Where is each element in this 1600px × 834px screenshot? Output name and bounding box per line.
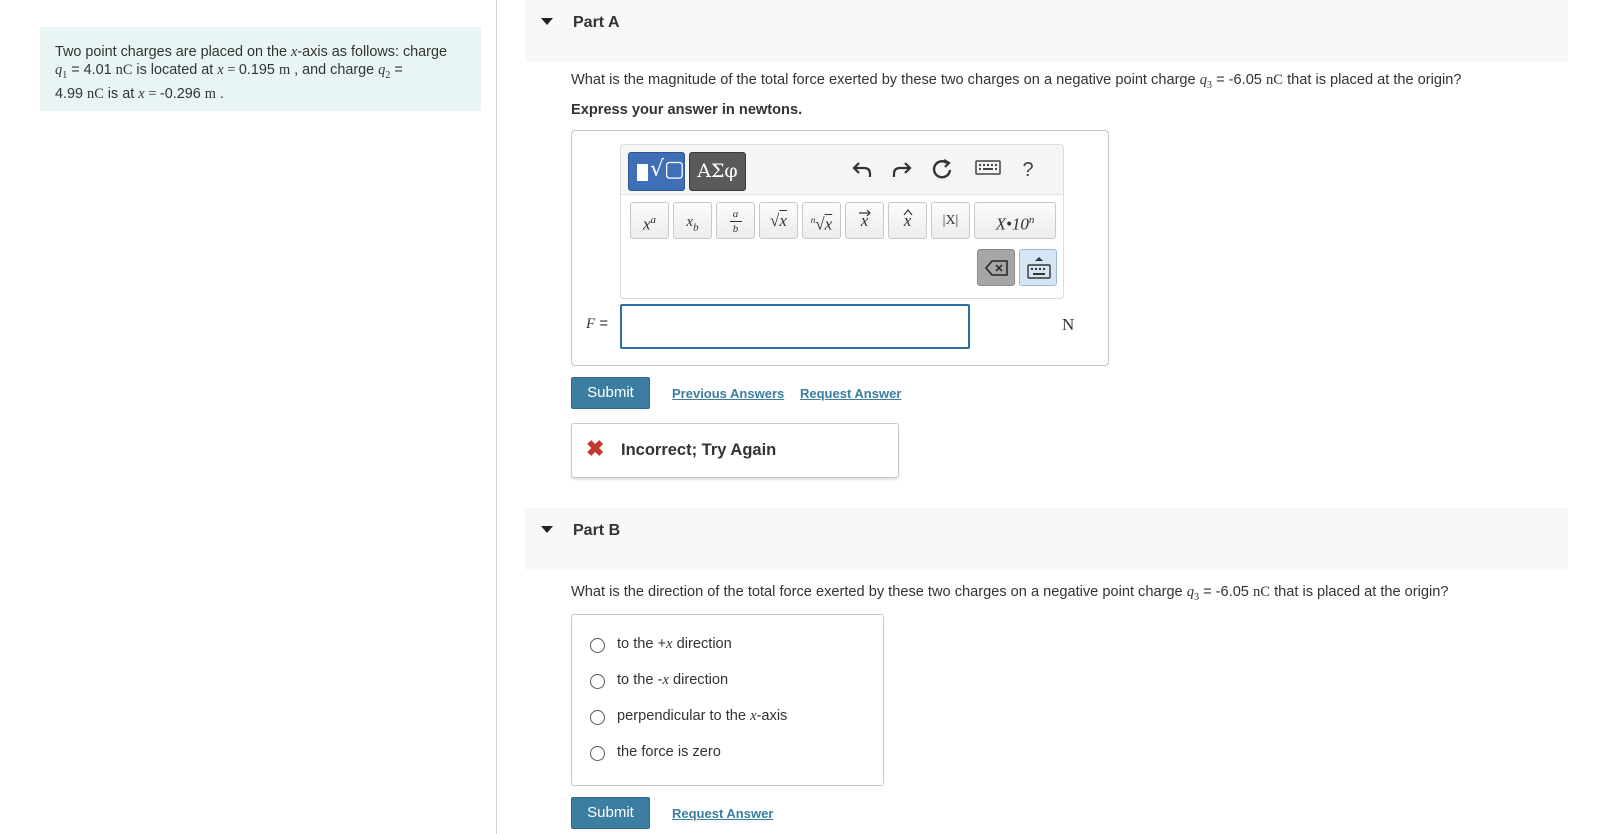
keyboard-icon[interactable]: [973, 158, 1003, 182]
part-b-question: [571, 584, 1449, 603]
problem-text: , and charge: [290, 62, 379, 78]
answer-instruction: Express your answer in newtons.: [571, 102, 803, 118]
choice-text: the force is zero: [617, 744, 721, 760]
reset-icon[interactable]: [929, 158, 955, 182]
symbol-glyph: x: [779, 211, 787, 230]
choice-text: -axis: [756, 708, 788, 724]
feedback-box: [571, 423, 899, 478]
equals-sign: =: [223, 62, 239, 78]
equals-sign: =: [144, 85, 160, 102]
q3-value: = -6.05: [1199, 584, 1253, 600]
help-icon[interactable]: ?: [1022, 159, 1034, 181]
radio-button[interactable]: [590, 638, 605, 653]
sqrt-button[interactable]: [759, 202, 798, 239]
question-text: that is placed at the origin?: [1283, 72, 1462, 88]
q2-value: 4.99: [55, 85, 88, 102]
part-b-submit-button[interactable]: Submit: [571, 797, 650, 829]
vector-arrow-icon: [858, 209, 872, 217]
symbol-glyph: a: [650, 214, 657, 226]
q3-value: = -6.05: [1212, 72, 1266, 88]
choice-variable: x: [662, 672, 669, 688]
backspace-icon: [985, 260, 1009, 276]
superscript-button[interactable]: [630, 202, 669, 239]
direction-choices: [571, 614, 884, 786]
symbol-glyph: x: [686, 214, 694, 230]
answer-equals: =: [595, 315, 609, 332]
answer-input[interactable]: [620, 304, 970, 349]
problem-statement: [40, 27, 481, 111]
x-variable: x: [291, 44, 298, 60]
absolute-value-button[interactable]: |X|: [931, 202, 970, 239]
q1-value: = 4.01: [67, 62, 116, 78]
q3-unit: nC: [1252, 584, 1271, 600]
question-text: that is placed at the origin?: [1270, 584, 1449, 600]
choice-variable: x: [750, 708, 757, 724]
q3-symbol: q: [1199, 72, 1208, 88]
answer-unit: N: [1062, 315, 1075, 334]
problem-text: is at: [103, 85, 139, 102]
symbol-glyph: b: [693, 221, 699, 234]
nth-root-button[interactable]: [802, 202, 841, 239]
x1-value: 0.195: [238, 62, 279, 78]
delete-button[interactable]: [977, 249, 1015, 286]
part-a-title: Part A: [573, 14, 620, 31]
choice-text: to the +: [617, 636, 667, 652]
collapse-triangle-icon[interactable]: [541, 526, 553, 533]
symbol-glyph: x: [824, 214, 833, 234]
part-a-submit-button[interactable]: Submit: [571, 377, 650, 409]
collapse-triangle-icon[interactable]: [541, 18, 553, 25]
choice-label: [617, 672, 728, 689]
symbol-glyph: x: [860, 211, 869, 230]
unit-nc: nC: [87, 85, 104, 102]
choice-label: [617, 636, 732, 653]
x-variable: x: [217, 62, 224, 78]
answer-box: [571, 130, 1109, 366]
redo-icon[interactable]: [889, 158, 915, 182]
vector-button[interactable]: [845, 202, 884, 239]
greek-letters-button[interactable]: ΑΣφ: [689, 152, 746, 191]
symbol-glyph: n: [1028, 214, 1035, 226]
previous-answers-link[interactable]: Previous Answers: [672, 386, 785, 401]
part-b-header[interactable]: [525, 508, 1568, 570]
unit-vector-button[interactable]: [888, 202, 927, 239]
choice-text: direction: [672, 636, 732, 652]
unit-m: m: [278, 62, 291, 78]
fraction-button[interactable]: [716, 202, 755, 239]
subscript-button[interactable]: [673, 202, 712, 239]
q2-symbol: q: [378, 62, 386, 78]
choice-text: perpendicular to the: [617, 708, 751, 724]
hat-icon: [903, 209, 913, 216]
panel-divider: [496, 0, 497, 834]
q1-symbol: q: [55, 62, 63, 78]
undo-icon[interactable]: [849, 158, 875, 182]
root-sign-icon: √: [770, 211, 780, 230]
question-text: What is the magnitude of the total force exerted by these two charges on a negative point charge: [571, 72, 1200, 88]
q3-symbol: q: [1186, 584, 1195, 600]
fraction-bar: [730, 221, 742, 222]
q3-unit: nC: [1265, 72, 1284, 88]
keyboard-up-icon: [1027, 255, 1051, 281]
q3-subscript: 3: [1207, 79, 1213, 91]
question-text: What is the direction of the total force exerted by these two charges on a negative point charge: [571, 584, 1187, 600]
q1-subscript: 1: [62, 69, 68, 81]
radio-button[interactable]: [590, 674, 605, 689]
answer-variable: F: [586, 316, 596, 332]
unit-m: m: [204, 85, 216, 102]
choice-label: [617, 744, 721, 761]
toggle-keyboard-button[interactable]: [1019, 249, 1057, 286]
symbol-glyph: X•10: [995, 214, 1029, 234]
part-a-question: [571, 72, 1462, 91]
choice-text: to the -: [617, 672, 663, 688]
answer-label: [586, 315, 608, 333]
problem-text: Two point charges are placed on the: [55, 44, 291, 60]
symbol-glyph: x: [642, 214, 651, 234]
x-variable: x: [138, 85, 145, 102]
toolbar-top-row: [621, 145, 1063, 195]
sqrt-template-icon: √▢: [650, 157, 685, 182]
incorrect-icon: ✖: [586, 436, 605, 461]
radio-button[interactable]: [590, 746, 605, 761]
part-a-request-answer-link[interactable]: Request Answer: [800, 386, 902, 401]
problem-text: .: [215, 85, 224, 102]
symbol-glyph: x: [903, 211, 912, 230]
radio-button[interactable]: [590, 710, 605, 725]
problem-text: -axis as follows: charge: [297, 44, 447, 60]
templates-icon: [637, 164, 648, 181]
feedback-message: Incorrect; Try Again: [621, 441, 777, 459]
choice-text: direction: [668, 672, 729, 688]
symbol-glyph: a: [732, 208, 739, 220]
part-a-header[interactable]: [525, 0, 1568, 62]
templates-button[interactable]: [628, 152, 685, 191]
part-b-request-answer-link[interactable]: Request Answer: [672, 806, 774, 821]
choice-label: [617, 708, 787, 725]
symbol-glyph: b: [732, 223, 739, 235]
root-sign-icon: √: [815, 214, 825, 234]
math-toolbar: [620, 144, 1064, 299]
x2-value: -0.296: [159, 85, 205, 102]
choice-variable: x: [666, 636, 673, 652]
problem-text: is located at: [132, 62, 218, 78]
unit-nc: nC: [115, 62, 133, 78]
symbol-glyph: n: [810, 215, 816, 225]
problem-text: =: [390, 62, 403, 78]
q2-subscript: 2: [385, 69, 391, 81]
part-b-title: Part B: [573, 522, 621, 539]
scientific-notation-button[interactable]: [974, 202, 1056, 239]
q3-subscript: 3: [1194, 591, 1200, 603]
